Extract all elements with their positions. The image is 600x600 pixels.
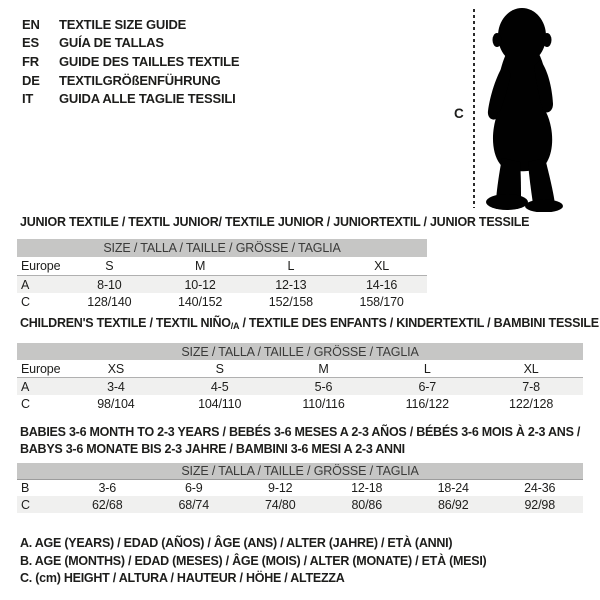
title-text: CHILDREN'S TEXTILE / TEXTIL NIÑO xyxy=(20,316,231,330)
babies-table-title xyxy=(20,424,580,457)
language-row-es xyxy=(22,34,239,53)
note-c: C. (cm) HEIGHT / ALTURA / HAUTEUR / HÖHE / ALTEZZA xyxy=(20,571,345,586)
babies-size-table xyxy=(17,463,583,513)
size-col-header: XS xyxy=(64,360,168,378)
babies-title-line2: BABYS 3-6 MONATE BIS 2-3 JAHRE / BAMBINI 3-6 MESI A 2-3 ANNI xyxy=(20,441,405,456)
cell-value: 98/104 xyxy=(97,396,135,411)
cell-value: 140/152 xyxy=(178,294,223,309)
children-size-table xyxy=(17,343,583,412)
cell-value: 122/128 xyxy=(509,396,554,411)
size-header-bar: SIZE / TALLA / TAILLE / GRÖSSE / TAGLIA xyxy=(17,463,583,480)
cell-value: 6-9 xyxy=(184,481,203,495)
size-col-header: L xyxy=(375,360,479,378)
language-title-list xyxy=(22,15,239,108)
language-code: DE xyxy=(22,72,40,88)
region-label: Europe xyxy=(17,257,64,276)
language-row-it xyxy=(22,89,239,108)
language-title: GUIDE DES TAILLES TEXTILE xyxy=(59,53,240,69)
size-col-header: M xyxy=(272,360,376,378)
cell-value: 152/158 xyxy=(268,294,313,309)
cell-value: 110/116 xyxy=(302,396,345,411)
title-text: / TEXTILE DES ENFANTS / KINDERTEXTIL / BAMBINI TESSILE xyxy=(239,316,599,330)
cell-value: 14-16 xyxy=(336,276,427,294)
size-header-bar: SIZE / TALLA / TAILLE / GRÖSSE / TAGLIA xyxy=(17,239,427,257)
language-code: IT xyxy=(22,91,34,107)
table-row xyxy=(17,378,583,396)
cell-value: 86/92 xyxy=(410,496,497,513)
height-measure-label: C xyxy=(454,106,464,121)
size-col-header: L xyxy=(246,257,337,276)
cell-value: 74/80 xyxy=(237,496,324,513)
size-col-header: S xyxy=(64,257,155,276)
language-code: FR xyxy=(22,53,39,69)
table-row xyxy=(17,496,583,513)
row-label: C xyxy=(17,496,64,513)
cell-value: 62/68 xyxy=(64,496,151,513)
size-col-header: M xyxy=(155,257,246,276)
cell-value: 92/98 xyxy=(497,496,584,513)
cell-value: 116/122 xyxy=(405,396,449,411)
height-dotted-line xyxy=(473,9,475,208)
language-code: EN xyxy=(22,16,40,32)
cell-value: 12-13 xyxy=(246,276,337,294)
cell-value: 68/74 xyxy=(151,496,238,513)
language-row-fr xyxy=(22,52,239,71)
row-label: C xyxy=(21,396,30,411)
cell-value: 3-4 xyxy=(64,378,168,396)
cell-value: 3-6 xyxy=(98,481,117,495)
cell-value: 7-8 xyxy=(479,378,583,396)
language-title: TEXTILE SIZE GUIDE xyxy=(59,16,187,32)
size-col-header: S xyxy=(168,360,272,378)
cell-value: 128/140 xyxy=(87,294,132,309)
cell-value: 5-6 xyxy=(272,378,376,396)
table-row xyxy=(17,293,427,310)
junior-size-table xyxy=(17,239,427,310)
cell-value: 104/110 xyxy=(198,396,242,411)
note-a: A. AGE (YEARS) / EDAD (AÑOS) / ÂGE (ANS) / ALTER (JAHRE) / ETÀ (ANNI) xyxy=(20,536,453,550)
cell-value: 18-24 xyxy=(437,481,469,495)
cell-value: 12-18 xyxy=(351,481,383,495)
cell-value: 10-12 xyxy=(155,276,246,294)
cell-value: 24-36 xyxy=(524,481,556,495)
size-header-bar: SIZE / TALLA / TAILLE / GRÖSSE / TAGLIA xyxy=(17,343,583,360)
babies-title-line1: BABIES 3-6 MONTH TO 2-3 YEARS / BEBÉS 3-6 MESES A 2-3 AÑOS / BÉBÉS 3-6 MOIS À 2-3 ANS / xyxy=(20,425,581,439)
title-subscript: /A xyxy=(230,321,240,331)
cell-value: 4-5 xyxy=(168,378,272,396)
row-label: A xyxy=(17,276,64,294)
language-row-en xyxy=(22,15,239,34)
legend-notes xyxy=(20,535,486,588)
cell-value: 8-10 xyxy=(64,276,155,294)
table-row xyxy=(17,395,583,412)
toddler-silhouette-icon xyxy=(482,6,572,212)
size-col-header: XL xyxy=(479,360,583,378)
row-label: C xyxy=(21,294,30,309)
cell-value: 9-12 xyxy=(268,481,293,495)
language-title: GUÍA DE TALLAS xyxy=(59,35,164,51)
language-title: TEXTILGRÖßENFÜHRUNG xyxy=(59,72,221,88)
cell-value: 158/170 xyxy=(359,294,404,309)
language-code: ES xyxy=(22,35,39,51)
row-label: B xyxy=(21,481,30,495)
cell-value: 80/86 xyxy=(324,496,411,513)
table-row xyxy=(17,480,583,497)
table-row xyxy=(17,276,427,294)
note-b: B. AGE (MONTHS) / EDAD (MESES) / ÂGE (MOIS) / ALTER (MONATE) / ETÀ (MESI) xyxy=(20,553,487,568)
language-row-de xyxy=(22,71,239,90)
size-col-header: XL xyxy=(336,257,427,276)
region-label: Europe xyxy=(17,360,64,378)
language-title: GUIDA ALLE TAGLIE TESSILI xyxy=(59,91,236,107)
row-label: A xyxy=(17,378,64,396)
junior-table-title: JUNIOR TEXTILE / TEXTIL JUNIOR/ TEXTILE JUNIOR / JUNIORTEXTIL / JUNIOR TESSILE xyxy=(20,215,530,229)
cell-value: 6-7 xyxy=(375,378,479,396)
children-table-title xyxy=(20,316,599,331)
